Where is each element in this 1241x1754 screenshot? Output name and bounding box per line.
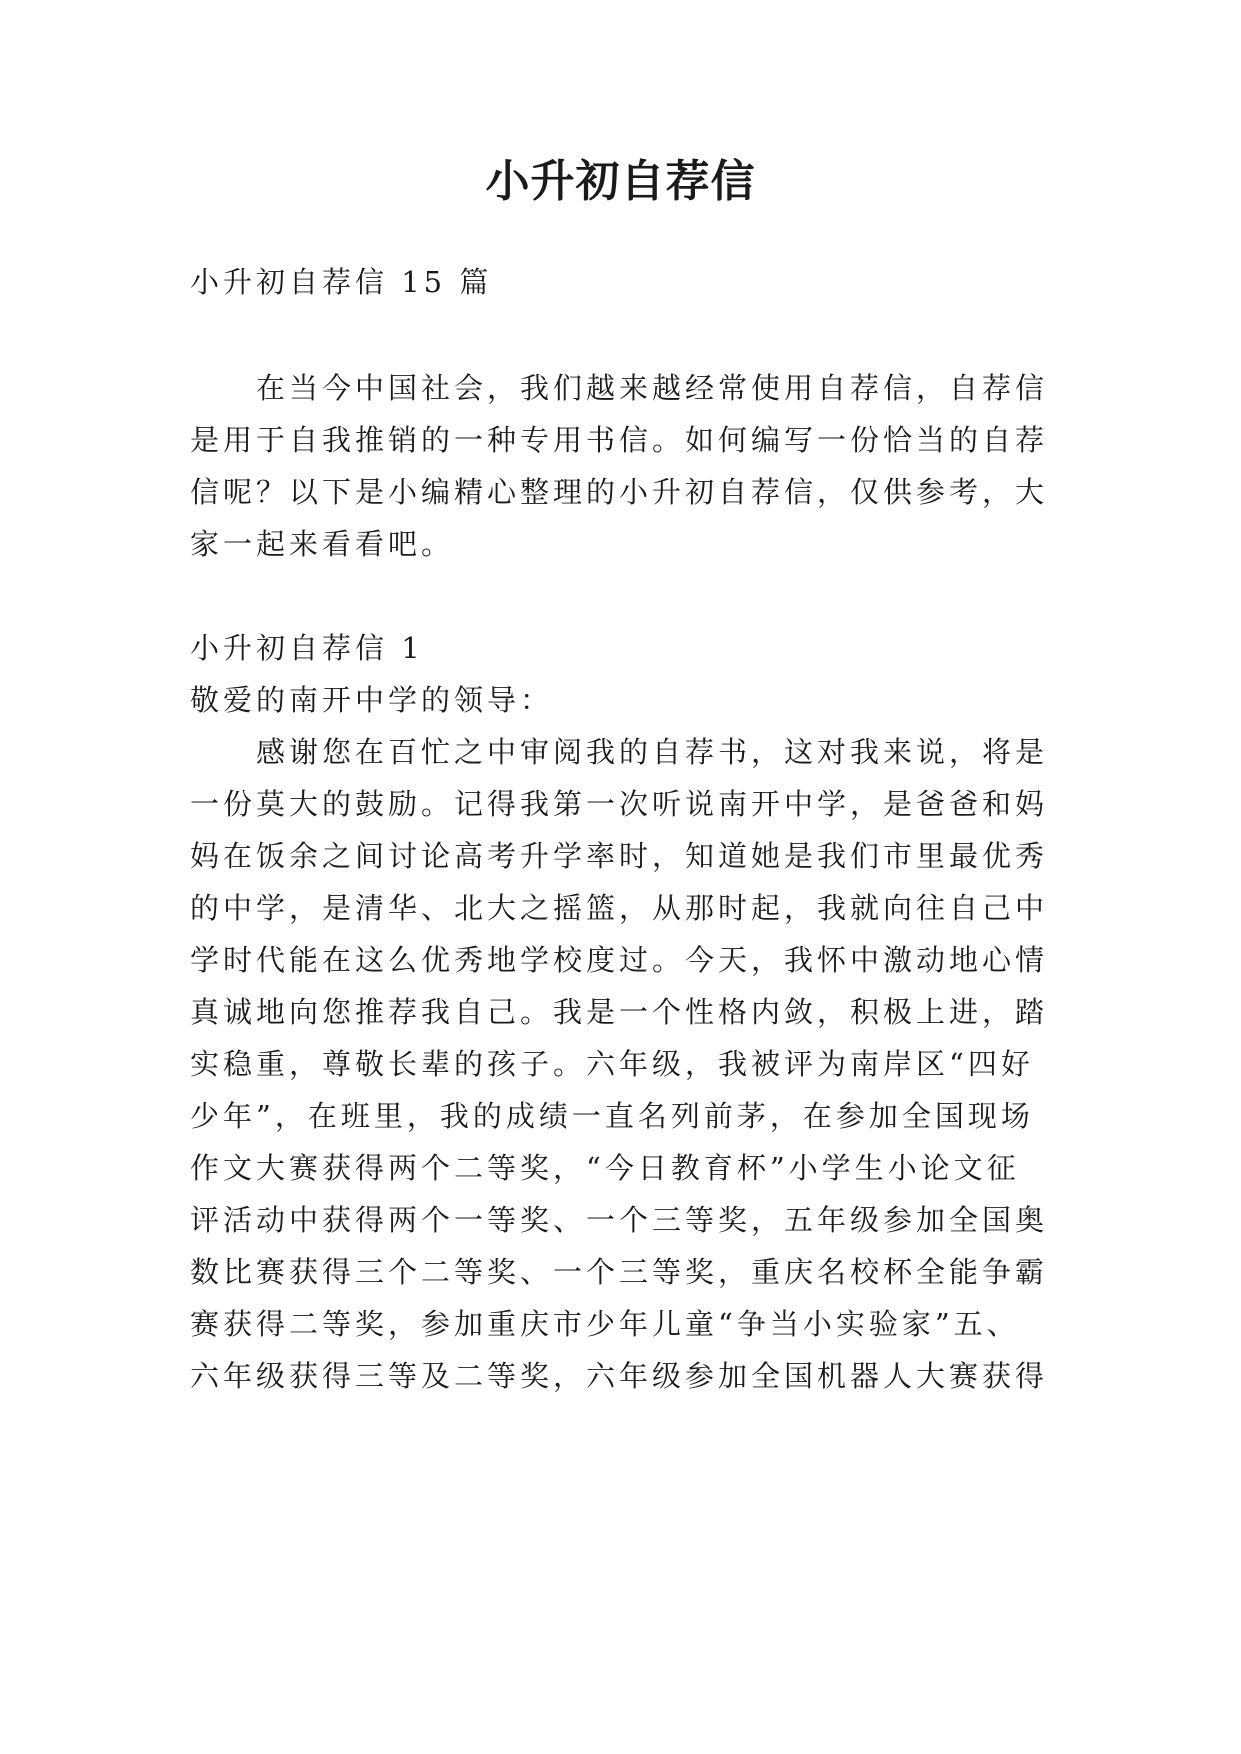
letter-body-line: 学时代能在这么优秀地学校度过。今天，我怀中激动地心情 [190,943,1049,977]
letter-body-line: 少年”，在班里，我的成绩一直名列前茅，在参加全国现场 [190,1099,1034,1133]
letter-body-line: 作文大赛获得两个二等奖，“今日教育杯”小学生小论文征 [190,1151,1020,1185]
letter-body-line: 的中学，是清华、北大之摇篮，从那时起，我就向往自己中 [190,891,1049,925]
letter-body-line: 数比赛获得三个二等奖、一个三等奖，重庆名校杯全能争霸 [190,1255,1049,1289]
letter-body-line: 评活动中获得两个一等奖、一个三等奖，五年级参加全国奥 [190,1203,1049,1237]
letter-body-line: 感谢您在百忙之中审阅我的自荐书，这对我来说，将是 [256,735,1049,769]
letter-body-line: 真诚地向您推荐我自己。我是一个性格内敛，积极上进，踏 [190,995,1049,1029]
letter-heading: 小升初自荐信 1 [190,631,424,665]
intro-line: 家一起来看看吧。 [190,527,455,561]
document-subtitle: 小升初自荐信 15 篇 [190,265,493,299]
intro-line: 在当今中国社会，我们越来越经常使用自荐信，自荐信 [256,371,1049,405]
letter-body-line: 一份莫大的鼓励。记得我第一次听说南开中学，是爸爸和妈 [190,787,1049,821]
letter-body-line: 赛获得二等奖，参加重庆市少年儿童“争当小实验家”五、 [190,1307,1020,1341]
letter-body-line: 实稳重，尊敬长辈的孩子。六年级，我被评为南岸区“四好 [190,1047,1034,1081]
letter-salutation: 敬爱的南开中学的领导： [190,683,554,717]
intro-line: 是用于自我推销的一种专用书信。如何编写一份恰当的自荐 [190,423,1049,457]
intro-line: 信呢？以下是小编精心整理的小升初自荐信，仅供参考，大 [190,475,1049,509]
letter-body-line: 六年级获得三等及二等奖，六年级参加全国机器人大赛获得 [190,1359,1049,1393]
document-title: 小升初自荐信 [485,156,756,207]
letter-body-line: 妈在饭余之间讨论高考升学率时，知道她是我们市里最优秀 [190,839,1049,873]
